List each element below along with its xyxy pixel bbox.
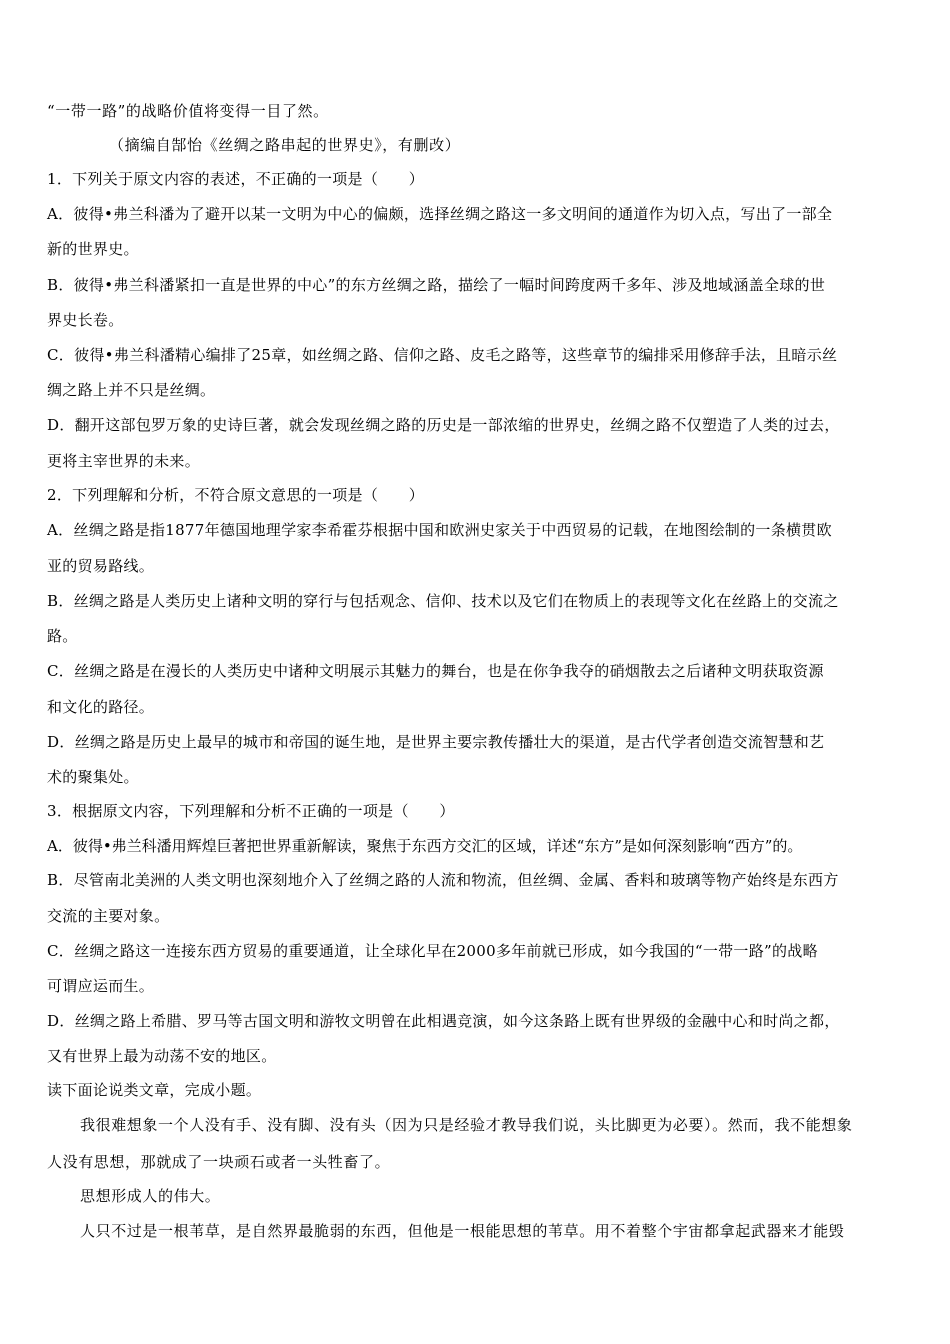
q1-option-b-line1: B．彼得•弗兰科潘紧扣一直是世界的中心”的东方丝绸之路，描绘了一幅时间跨度两千多年、涉及地域涵盖全球的世 — [47, 276, 826, 294]
q3-option-c-line1: C．丝绸之路这一连接东西方贸易的重要通道，让全球化早在2000多年前就已形成，如今我国的“一带一路”的战略 — [47, 942, 818, 960]
q1-option-c-line2: 绸之路上并不只是丝绸。 — [47, 381, 216, 399]
q2-option-c-line2: 和文化的路径。 — [47, 698, 155, 716]
q3-option-b-line2: 交流的主要对象。 — [47, 907, 170, 925]
question-3-stem: 3．根据原文内容，下列理解和分析不正确的一项是（ ） — [47, 802, 455, 820]
q2-option-d-line2: 术的聚集处。 — [47, 768, 139, 786]
passage-line-3: 思想形成人的伟大。 — [80, 1187, 221, 1205]
passage-line-2: 人没有思想，那就成了一块顽石或者一头牲畜了。 — [47, 1153, 391, 1171]
q1-option-a-line2: 新的世界史。 — [47, 240, 139, 258]
reading-prompt: 读下面论说类文章，完成小题。 — [47, 1081, 262, 1099]
q2-option-c-line1: C．丝绸之路是在漫长的人类历史中诸种文明展示其魅力的舞台，也是在你争我夺的硝烟散去之后诸种文明获取资源 — [47, 662, 824, 680]
q2-option-d-line1: D．丝绸之路是历史上最早的城市和帝国的诞生地，是世界主要宗教传播壮大的渠道，是古代学者创造交流智慧和艺 — [47, 733, 825, 751]
q1-option-d-line1: D．翻开这部包罗万象的史诗巨著，就会发现丝绸之路的历史是一部浓缩的世界史，丝绸之路不仅塑造了人类的过去， — [47, 416, 840, 434]
intro-tail: “一带一路”的战略价值将变得一目了然。 — [47, 102, 329, 120]
source-citation: （摘编自郜怡《丝绸之路串起的世界史》，有删改） — [109, 136, 461, 154]
q2-option-a-line1: A．丝绸之路是指1877年德国地理学家李希霍芬根据中国和欧洲史家关于中西贸易的记载，在地图绘制的一条横贯欧 — [47, 521, 832, 539]
q1-option-c-line1: C．彼得•弗兰科潘精心编排了25章，如丝绸之路、信仰之路、皮毛之路等，这些章节的编排采用修辞手法，且暗示丝 — [47, 346, 838, 364]
question-1-stem: 1．下列关于原文内容的表述，不正确的一项是（ ） — [47, 170, 425, 188]
q2-option-b-line2: 路。 — [47, 627, 78, 645]
q2-option-a-line2: 亚的贸易路线。 — [47, 557, 155, 575]
q2-option-b-line1: B．丝绸之路是人类历史上诸种文明的穿行与包括观念、信仰、技术以及它们在物质上的表现等文化在丝路上的交流之 — [47, 592, 839, 610]
q1-option-a-line1: A．彼得•弗兰科潘为了避开以某一文明为中心的偏颇，选择丝绸之路这一多文明间的通道作为切入点，写出了一部全 — [47, 205, 833, 223]
q1-option-b-line2: 界史长卷。 — [47, 311, 124, 329]
question-2-stem: 2．下列理解和分析，不符合原文意思的一项是（ ） — [47, 486, 425, 504]
q3-option-d-line2: 又有世界上最为动荡不安的地区。 — [47, 1047, 277, 1065]
q1-option-d-line2: 更将主宰世界的未来。 — [47, 452, 201, 470]
passage-line-1: 我很难想象一个人没有手、没有脚、没有头（因为只是经验才教导我们说，头比脚更为必要）。然而，我不能想象 — [80, 1116, 853, 1134]
passage-line-4: 人只不过是一根苇草，是自然界最脆弱的东西，但他是一根能思想的苇草。用不着整个宇宙都拿起武器来才能毁 — [80, 1222, 845, 1240]
q3-option-b-line1: B．尽管南北美洲的人类文明也深刻地介入了丝绸之路的人流和物流，但丝绸、金属、香料和玻璃等物产始终是东西方 — [47, 871, 839, 889]
q3-option-a-line1: A．彼得•弗兰科潘用辉煌巨著把世界重新解读，聚焦于东西方交汇的区域，详述“东方”是如何深刻影响“西方”的。 — [47, 837, 803, 855]
q3-option-d-line1: D．丝绸之路上希腊、罗马等古国文明和游牧文明曾在此相遇竞演，如今这条路上既有世界级的金融中心和时尚之都， — [47, 1012, 840, 1030]
q3-option-c-line2: 可谓应运而生。 — [47, 977, 155, 995]
